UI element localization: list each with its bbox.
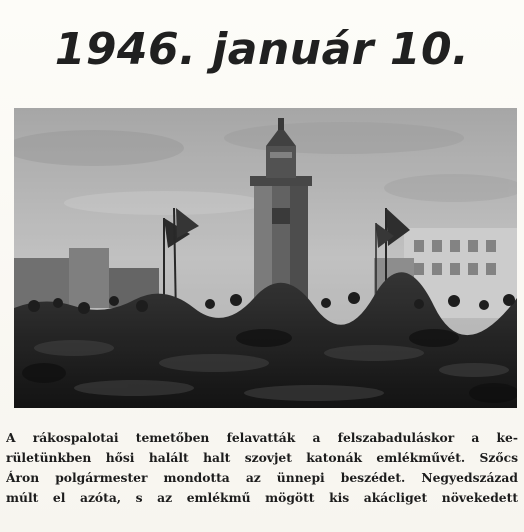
monument-photo-graphic bbox=[14, 108, 517, 408]
photo-caption bbox=[6, 428, 518, 508]
photo-grain bbox=[14, 108, 517, 408]
caption-line: A rákospalotai temetőben felavatták a felszabaduláskor a ke- bbox=[6, 430, 518, 445]
caption-line: Áron polgármester mondotta az ünnepi beszédet. Negyedszázad bbox=[6, 470, 518, 485]
headline-date: 1946. január 10. bbox=[54, 24, 470, 75]
caption-line: rületünkben hősi halált halt szovjet katonák emlékművét. Szőcs bbox=[6, 450, 518, 465]
monument-photo bbox=[14, 108, 517, 408]
caption-line: múlt el azóta, s az emlékmű mögött kis akácliget növekedett bbox=[6, 490, 518, 505]
